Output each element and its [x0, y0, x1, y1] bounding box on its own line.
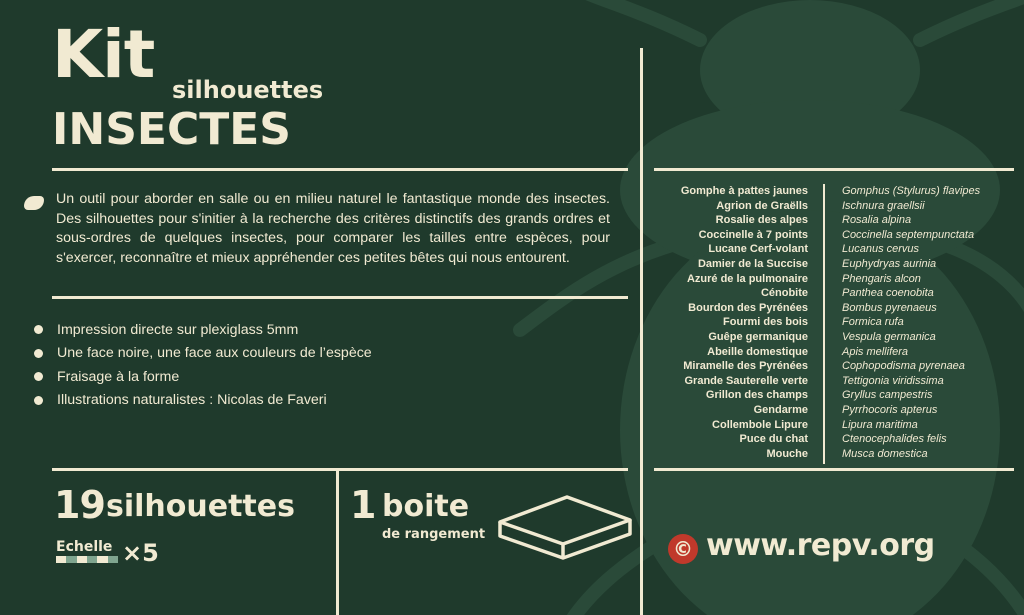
- species-common-name: Mouche: [766, 447, 808, 460]
- species-latin-name: Pyrrhocoris apterus: [842, 403, 938, 416]
- species-latin-name: Lipura maritima: [842, 418, 918, 431]
- bullet-icon: [34, 349, 43, 358]
- species-common-name: Agrion de Graëlls: [716, 199, 808, 212]
- species-common-name: Grande Sauterelle verte: [684, 374, 808, 387]
- species-latin-name: Gomphus (Stylurus) flavipes: [842, 185, 981, 197]
- species-common-name: Miramelle des Pyrénées: [683, 360, 808, 373]
- species-latin-name: Vespula germanica: [842, 330, 936, 343]
- feature-item: [34, 342, 372, 366]
- species-latin-name: Cophopodisma pyrenaea: [842, 360, 965, 373]
- species-common-name: Gendarme: [753, 403, 808, 416]
- box-sublabel: de rangement: [382, 527, 486, 542]
- species-latin-name: Gryllus campestris: [842, 389, 933, 402]
- species-common-name: Lucane Cerf-volant: [708, 243, 808, 256]
- species-common-name: Collembole Lipure: [712, 418, 808, 431]
- title-silhouettes: silhouettes: [172, 76, 324, 104]
- species-common-name: Guêpe germanique: [708, 330, 808, 343]
- species-common-name: Gomphe à pattes jaunes: [680, 185, 808, 197]
- divider-top-left: [52, 168, 628, 171]
- species-latin-name: Ischnura graellsii: [842, 199, 925, 212]
- species-common-names: [656, 184, 808, 461]
- feature-text: Impression directe sur plexiglass 5mm: [57, 321, 299, 338]
- bullet-icon: [34, 396, 43, 405]
- box-label: boite: [382, 489, 470, 524]
- species-latin-name: Bombus pyrenaeus: [842, 301, 937, 314]
- species-latin-name: Formica rufa: [842, 316, 904, 329]
- species-latin-name: Euphydryas aurinia: [842, 257, 937, 270]
- divider-species-columns: [823, 184, 825, 464]
- species-common-name: Rosalie des alpes: [715, 214, 808, 227]
- species-latin-names: [842, 184, 980, 461]
- silhouette-count: 19: [54, 483, 105, 527]
- feature-item: [34, 318, 372, 342]
- divider-bottom-right: [654, 468, 1014, 471]
- species-common-name: Damier de la Succise: [697, 257, 808, 270]
- feature-item: [34, 389, 372, 413]
- species-latin-name: Musca domestica: [842, 447, 928, 460]
- bullet-icon: [34, 325, 43, 334]
- species-common-name: Coccinelle à 7 points: [698, 228, 808, 241]
- website-url[interactable]: www.repv.org: [706, 528, 935, 563]
- species-latin-name: Coccinella septempunctata: [842, 228, 975, 241]
- divider-vertical: [640, 48, 643, 615]
- species-common-name: Cénobite: [760, 287, 808, 300]
- divider-top-right: [654, 168, 1014, 171]
- title-insectes: INSECTES: [52, 104, 291, 155]
- species-common-name: Bourdon des Pyrénées: [688, 301, 808, 314]
- species-latin-name: Lucanus cervus: [842, 243, 920, 256]
- storage-box-icon: [495, 492, 635, 562]
- species-latin-name: Phengaris alcon: [842, 272, 921, 285]
- species-latin-name: Panthea coenobita: [842, 287, 934, 300]
- species-common-name: Grillon des champs: [705, 389, 808, 402]
- title-kit: Kit: [52, 16, 155, 93]
- bullet-icon: [34, 372, 43, 381]
- species-latin-name: Ctenocephalides felis: [842, 433, 947, 446]
- species-common-name: Azuré de la pulmonaire: [686, 272, 808, 285]
- divider-count-box: [336, 470, 339, 615]
- feature-list: [34, 318, 372, 412]
- species-common-name: Fourmi des bois: [723, 316, 808, 329]
- silhouette-count-label: silhouettes: [106, 489, 295, 524]
- divider-middle-left: [52, 296, 628, 299]
- feature-text: Une face noire, une face aux couleurs de l’espèce: [57, 345, 372, 362]
- copyright-icon: ©: [668, 534, 698, 564]
- feature-item: [34, 365, 372, 389]
- box-count: 1: [350, 483, 377, 527]
- intro-paragraph: Un outil pour aborder en salle ou en milieu naturel le fantastique monde des insectes. Des silhouettes pour s'initier à la recherche des critères distinctifs des grands ordres et sous-ordres de quelques insectes, pour comparer les tailles entre espèces, pour s'exercer, reconnaître et mieux appréhender ces petites bêtes qui nous entourent.: [56, 191, 610, 266]
- species-latin-name: Tettigonia viridissima: [842, 374, 944, 387]
- species-common-name: Puce du chat: [739, 433, 808, 446]
- species-latin-name: Rosalia alpina: [842, 214, 912, 227]
- scale-label: Echelle: [56, 539, 113, 555]
- species-common-name: Abeille domestique: [707, 345, 808, 358]
- species-latin-name: Apis mellifera: [842, 345, 909, 358]
- feature-text: Illustrations naturalistes : Nicolas de Faveri: [57, 392, 327, 409]
- feature-text: Fraisage à la forme: [57, 368, 180, 385]
- scale-bar-icon: [56, 556, 118, 563]
- scale-value: ×5: [122, 539, 159, 567]
- divider-bottom-left: [52, 468, 628, 471]
